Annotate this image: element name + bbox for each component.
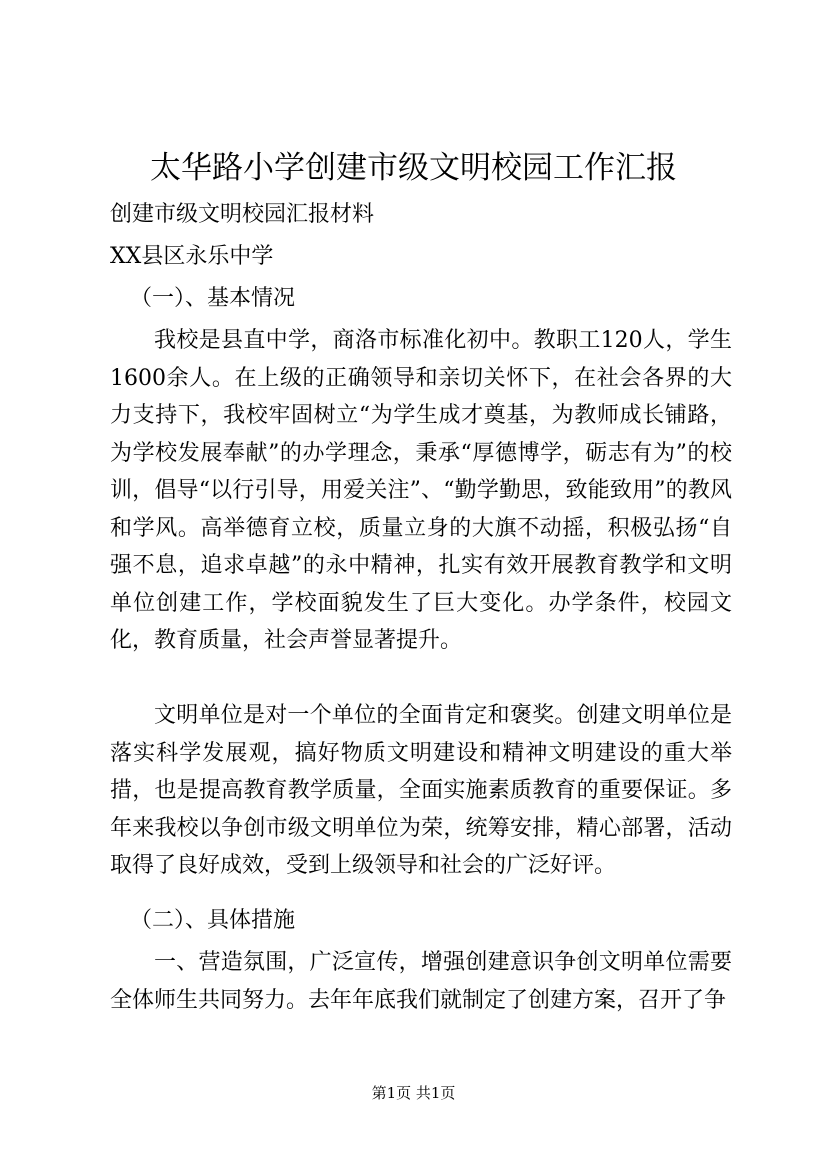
document-title: 太华路小学创建市级文明校园工作汇报 [150,150,677,186]
paragraph-civilization-unit: 文明单位是对一个单位的全面肯定和褒奖。创建文明单位是落实科学发展观，搞好物质文明建设和精神文明建设的重大举措，也是提高教育教学质量，全面实施素质教育的重要保证。多年来我校以争创市级文明单位为荣，统筹安排，精心部署，活动取得了良好成效，受到上级领导和社会的广泛好评。 [110,703,732,878]
paragraph-basic-situation: 我校是县直中学，商洛市标准化初中。教职工120人，学生1600余人。在上级的正确领导和亲切关怀下，在社会各界的大力支持下，我校牢固树立“为学生成才奠基，为教师成长铺路，为学校发展奉献”的办学理念，秉承“厚德博学，砺志有为”的校训，倡导“以行引导，用爱关注”、“勤学勤思，致能致用”的教风和学风。高举德育立校，质量立身的大旗不动摇，积极弘扬“自强不息，追求卓越”的永中精神，扎实有效开展教育教学和文明单位创建工作，学校面貌发生了巨大变化。办学条件，校园文化，教育质量，社会声誉显著提升。 [110,328,732,653]
document-subtitle: 创建市级文明校园汇报材料 [110,202,375,227]
paragraph-measures: 一、营造氛围，广泛宣传，增强创建意识争创文明单位需要全体师生共同努力。去年年底我们就制定了创建方案，召开了争 [110,950,732,1013]
section-heading-basic: （一）、基本情况 [130,286,296,311]
page-footer: 第1页 共1页 [371,1084,456,1102]
section-heading-measures: （二）、具体措施 [130,908,296,933]
school-name: XX县区永乐中学 [110,244,274,269]
